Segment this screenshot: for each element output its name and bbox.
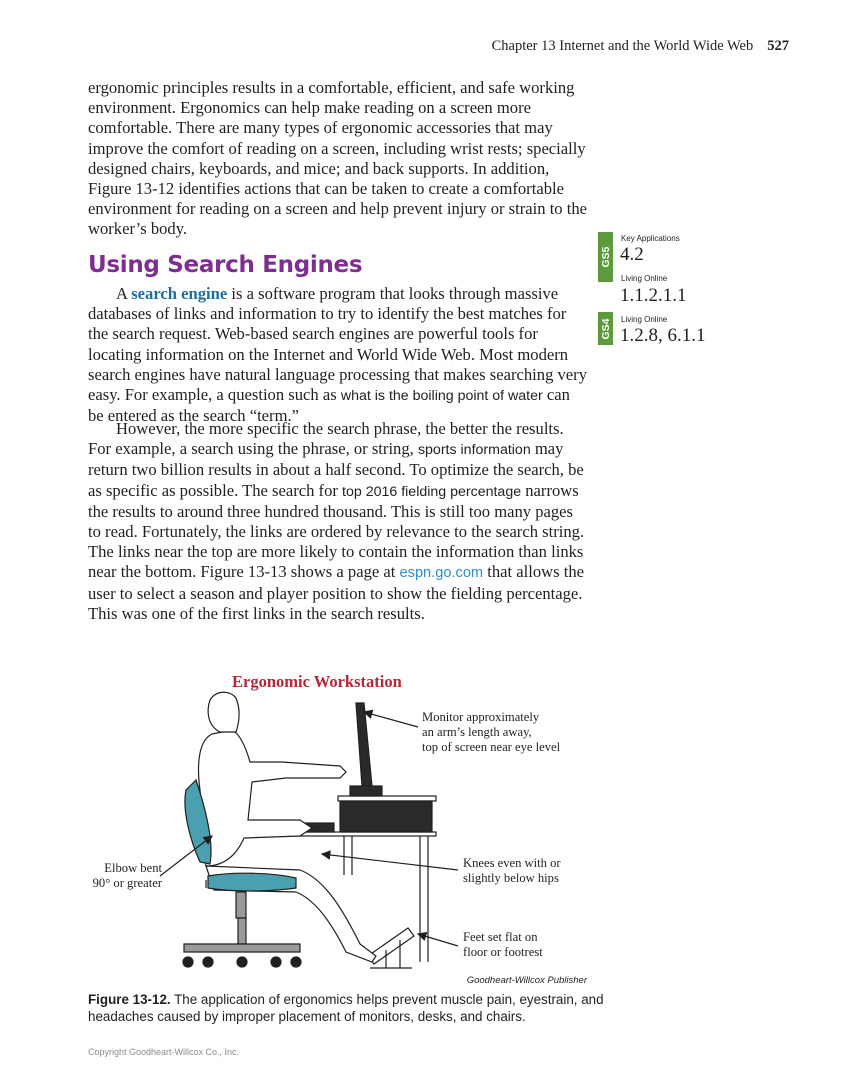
callout-line-text: an arm’s length away,	[422, 725, 532, 739]
monitor-callout-line	[364, 712, 418, 727]
sidebar-label: Living Online	[621, 274, 668, 283]
gs4-label: GS4	[599, 317, 612, 340]
knees-callout-line	[322, 854, 458, 870]
footrest	[368, 928, 414, 968]
sidebar-label: Living Online	[621, 315, 668, 324]
callout-line-text: 90° or greater	[92, 876, 162, 890]
gs5-label: GS5	[599, 246, 612, 268]
elbow-callout	[88, 861, 162, 891]
feet-callout-line	[418, 934, 458, 946]
monitor-callout	[422, 710, 560, 755]
copyright-footer: Copyright Goodheart-Willcox Co., Inc.	[88, 1047, 240, 1057]
section-heading: Using Search Engines	[88, 252, 363, 278]
monitor	[350, 703, 382, 796]
callout-line-text: Feet set flat on	[463, 930, 538, 944]
callout-line-text: slightly below hips	[463, 871, 559, 885]
caption-text: The application of ergonomics helps prevent muscle pain, eyestrain, and headaches caused by improper placement of monitors, desks, and chairs.	[88, 992, 604, 1024]
figure-title: Ergonomic Workstation	[232, 672, 402, 691]
p2-text-3: narrows the results to around three hundred thousand. This is still too many pages to read. Fortunately, the links are ordered by relevance to the search string. The links near the top are more likely to contain the information than links near the bottom. Figure 13-13 shows a page at	[88, 480, 585, 582]
chapter-title: Chapter 13 Internet and the World Wide Web	[491, 38, 754, 54]
figure-caption	[88, 991, 608, 1025]
sidebar-label: Key Applications	[621, 234, 680, 243]
caption-label: Figure 13-12.	[88, 992, 171, 1007]
sidebar-value: 1.1.2.1.1	[620, 285, 687, 306]
key-term-search-engine: search engine	[131, 284, 228, 303]
knees-callout	[463, 856, 561, 886]
figure-credit: Goodheart-Willcox Publisher	[466, 975, 587, 986]
callout-line-text: top of screen near eye level	[422, 740, 561, 754]
query-sports-information: sports information	[417, 442, 531, 459]
feet-callout	[463, 930, 543, 960]
page-number: 527	[767, 38, 789, 54]
p1-tail: can be entered as the search “term.”	[88, 385, 570, 426]
espn-link[interactable]: espn.go.com	[399, 565, 484, 582]
sidebar-value: 4.2	[620, 244, 644, 265]
callout-line-text: Monitor approximately	[422, 710, 540, 724]
example-query: what is the boiling point of water	[340, 388, 543, 405]
query-fielding-percentage: top 2016 fielding percentage	[342, 483, 522, 500]
intro-paragraph: ergonomic principles results in a comfortable, efficient, and safe working environment. Ergonomics can help make reading on a screen more comfortable. There are many types of ergonomic accessories that may improve the comfort of reading on a screen, including wrist rests; specially designed chairs, keyboards, and mice; and back supports. In addition, Figure 13-12 identifies actions that can be taken to create a comfortable environment for reading on a screen and help prevent injury or strain to the worker’s body.	[88, 78, 588, 239]
callout-line-text: Knees even with or	[463, 856, 561, 870]
callout-line-text: Elbow bent	[104, 861, 162, 875]
sidebar-value: 1.2.8, 6.1.1	[620, 325, 706, 346]
p2-text-4: that allows the user to select a season and player position to show the fielding percentage. This was one of the first links in the search results.	[88, 562, 585, 623]
p2-text-2: may return two billion results in about a half second. To optimize the search, be as specific as possible. The search for	[88, 439, 584, 500]
p2-text-1: However, the more specific the search phrase, the better the results. For example, a search using the phrase, or string,	[88, 419, 564, 459]
p1-text: is a software program that looks through massive databases of links and information to try to identify the best matches for the search request. Web-based search engines are powerful tools for locating information on the Internet and World Wide Web. Most modern search engines have natural language processing that makes searching very easy. For example, a question such as	[88, 284, 587, 405]
p1-lead: A	[116, 284, 132, 303]
callout-line-text: floor or footrest	[463, 945, 543, 959]
